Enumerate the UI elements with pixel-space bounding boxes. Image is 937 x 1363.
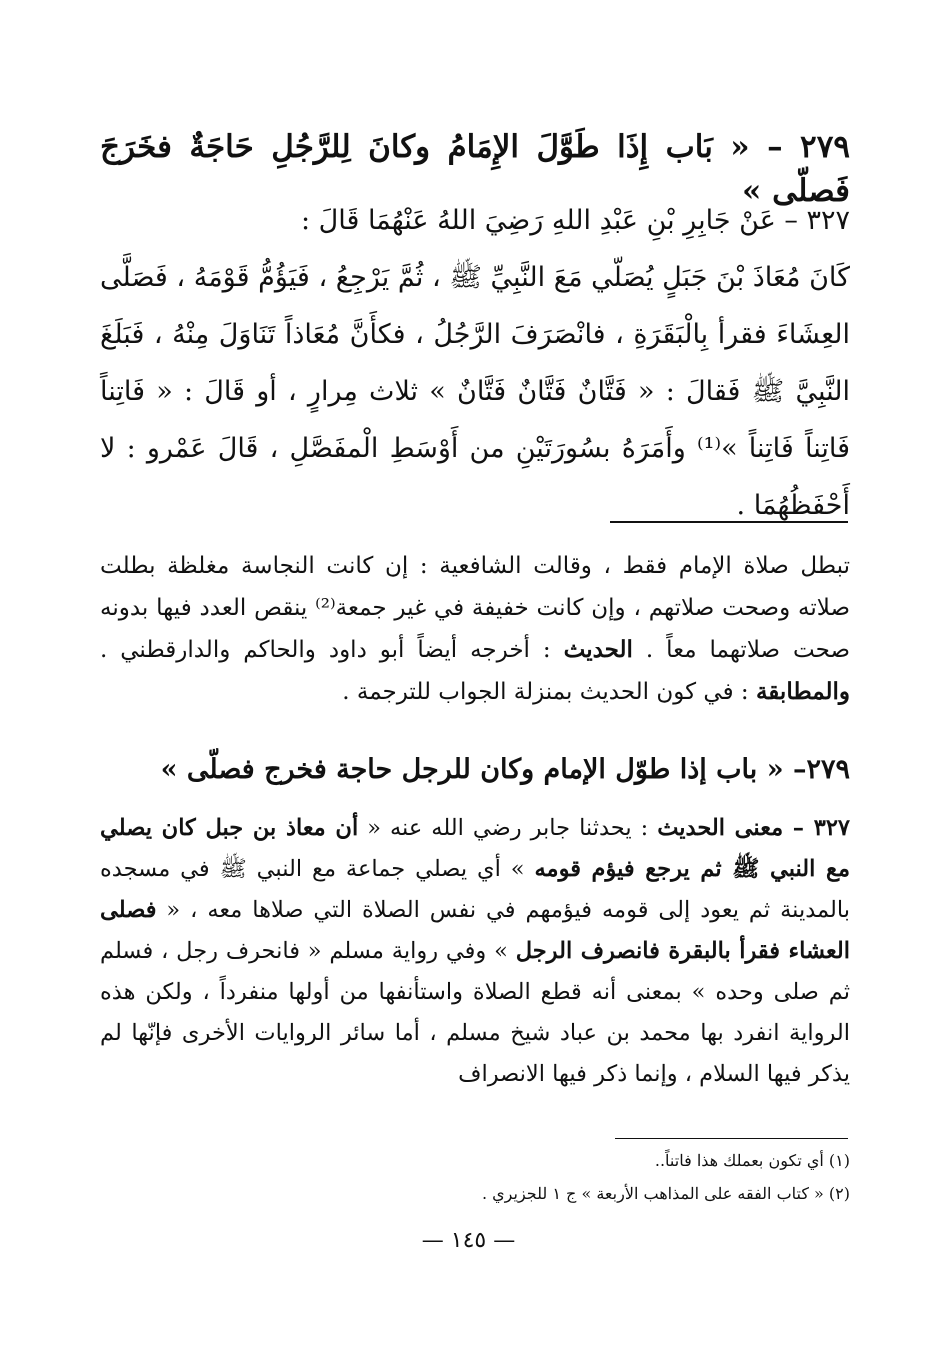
chapter-heading-matn: ٢٧٩ – « بَاب إِذَا طَوَّلَ الإِمَامُ وكانَ لِلرَّجُلِ حَاجَةٌ فخَرَجَ فَصلّى » <box>100 129 850 209</box>
footnote-1: (١) أي تكون بعملك هذا فاتناً.. <box>654 1151 850 1170</box>
commentary-text-1: تبطل صلاة الإمام فقط ، وقالت الشافعية : إن كانت النجاسة مغلظة بطلت صلاته وصحت صلاتهم ، وإن كانت خفيفة في غير جمعة⁽²⁾ ينقص العدد فيها بدونه صحت صلاتهما معاً . <box>100 553 850 663</box>
meaning-text-1: : يحدثنا جابر رضي الله عنه « <box>367 815 649 841</box>
matn-separator <box>610 521 848 523</box>
meaning-text-3: » وفي رواية مسلم « فانحرف رجل ، فسلم ثم صلى وحده » بمعنى أنه قطع الصلاة واستأنفها من أولها منفرداً ، ولكن هذه الرواية انفرد بها محمد بن عباد شيخ مسلم ، أما سائر الروايات الأخرى فإنّها لم يذكر فيها السلام ، وإنما ذكر فيها الانصراف <box>100 938 850 1087</box>
page-number: — ١٤٥ — <box>421 1228 516 1253</box>
meaning-label: ٣٢٧ – معنى الحديث <box>657 815 851 841</box>
meaning-paragraph <box>100 808 850 1095</box>
label-hadith: الحديث <box>563 636 633 663</box>
hadith-text <box>100 192 850 534</box>
hadith-body: كَانَ مُعَاذَ بْنَ جَبَلٍ يُصَلّي مَعَ النَّبِيِّ ﷺ ، ثُمَّ يَرْجِعُ ، فَيَؤُمُّ قَوْمَهُ ، فَصَلَّى العِشَاءَ فقرأ بِالْبَقَرَةِ ، فانْصَرَفَ الرَّجُلُ ، فكأَنَّ مُعَاذاً تَنَاوَلَ مِنْهُ ، فَبَلَغَ النَّبِيَّ ﷺ فَقالَ : « فَتَّانٌ فَتَّانٌ فَتَّانٌ » ثلاث مِرارٍ ، أو قَالَ : « فَاتِناً فَاتِناً فَاتِناً »⁽¹⁾ وأَمَرَهُ بسُورَتَيْنِ من أَوْسَطِ الْمفَصَّلِ ، قَالَ عَمْرو : لا أَحْفَظُهُمَا . <box>100 262 850 521</box>
footnote-separator <box>615 1138 848 1139</box>
commentary-text-3: : في كون الحديث بمنزلة الجواب للترجمة . <box>342 679 749 705</box>
footnote-2: (٢) « كتاب الفقه على المذاهب الأربعة » ج ١ للجزيري . <box>481 1184 850 1203</box>
meaning-text-2: » أي يصلي جماعة مع النبي ﷺ في مسجده بالمدينة ثم يعود إلى قومه فيؤمهم في نفس الصلاة التي صلاها معه ، « <box>100 856 850 923</box>
commentary-continuation <box>100 545 850 713</box>
hadith-meaning <box>100 808 850 1095</box>
hadith-isnad: ٣٢٧ – عَنْ جَابِرِ بْنِ عَبْدِ اللهِ رَضِيَ اللهُ عَنْهُمَا قَالَ : <box>300 205 850 236</box>
commentary-text-2: : أخرجه أيضاً أبو داود والحاكم والدارقطني . <box>100 637 551 663</box>
meaning-bold-1: أن معاذ بن جبل كان يصلي مع النبي ﷺ ثم يرجع فيؤم قومه <box>100 815 851 882</box>
label-mutabaqa: والمطابقة <box>755 678 850 705</box>
meaning-bold-2: فصلى العشاء فقرأ بالبقرة فانصرف الرجل <box>100 897 851 964</box>
commentary-paragraph <box>100 545 850 713</box>
chapter-heading-commentary: ٢٧٩– « باب إذا طوّل الإمام وكان للرجل حاجة فخرج فصلّى » <box>160 754 850 785</box>
